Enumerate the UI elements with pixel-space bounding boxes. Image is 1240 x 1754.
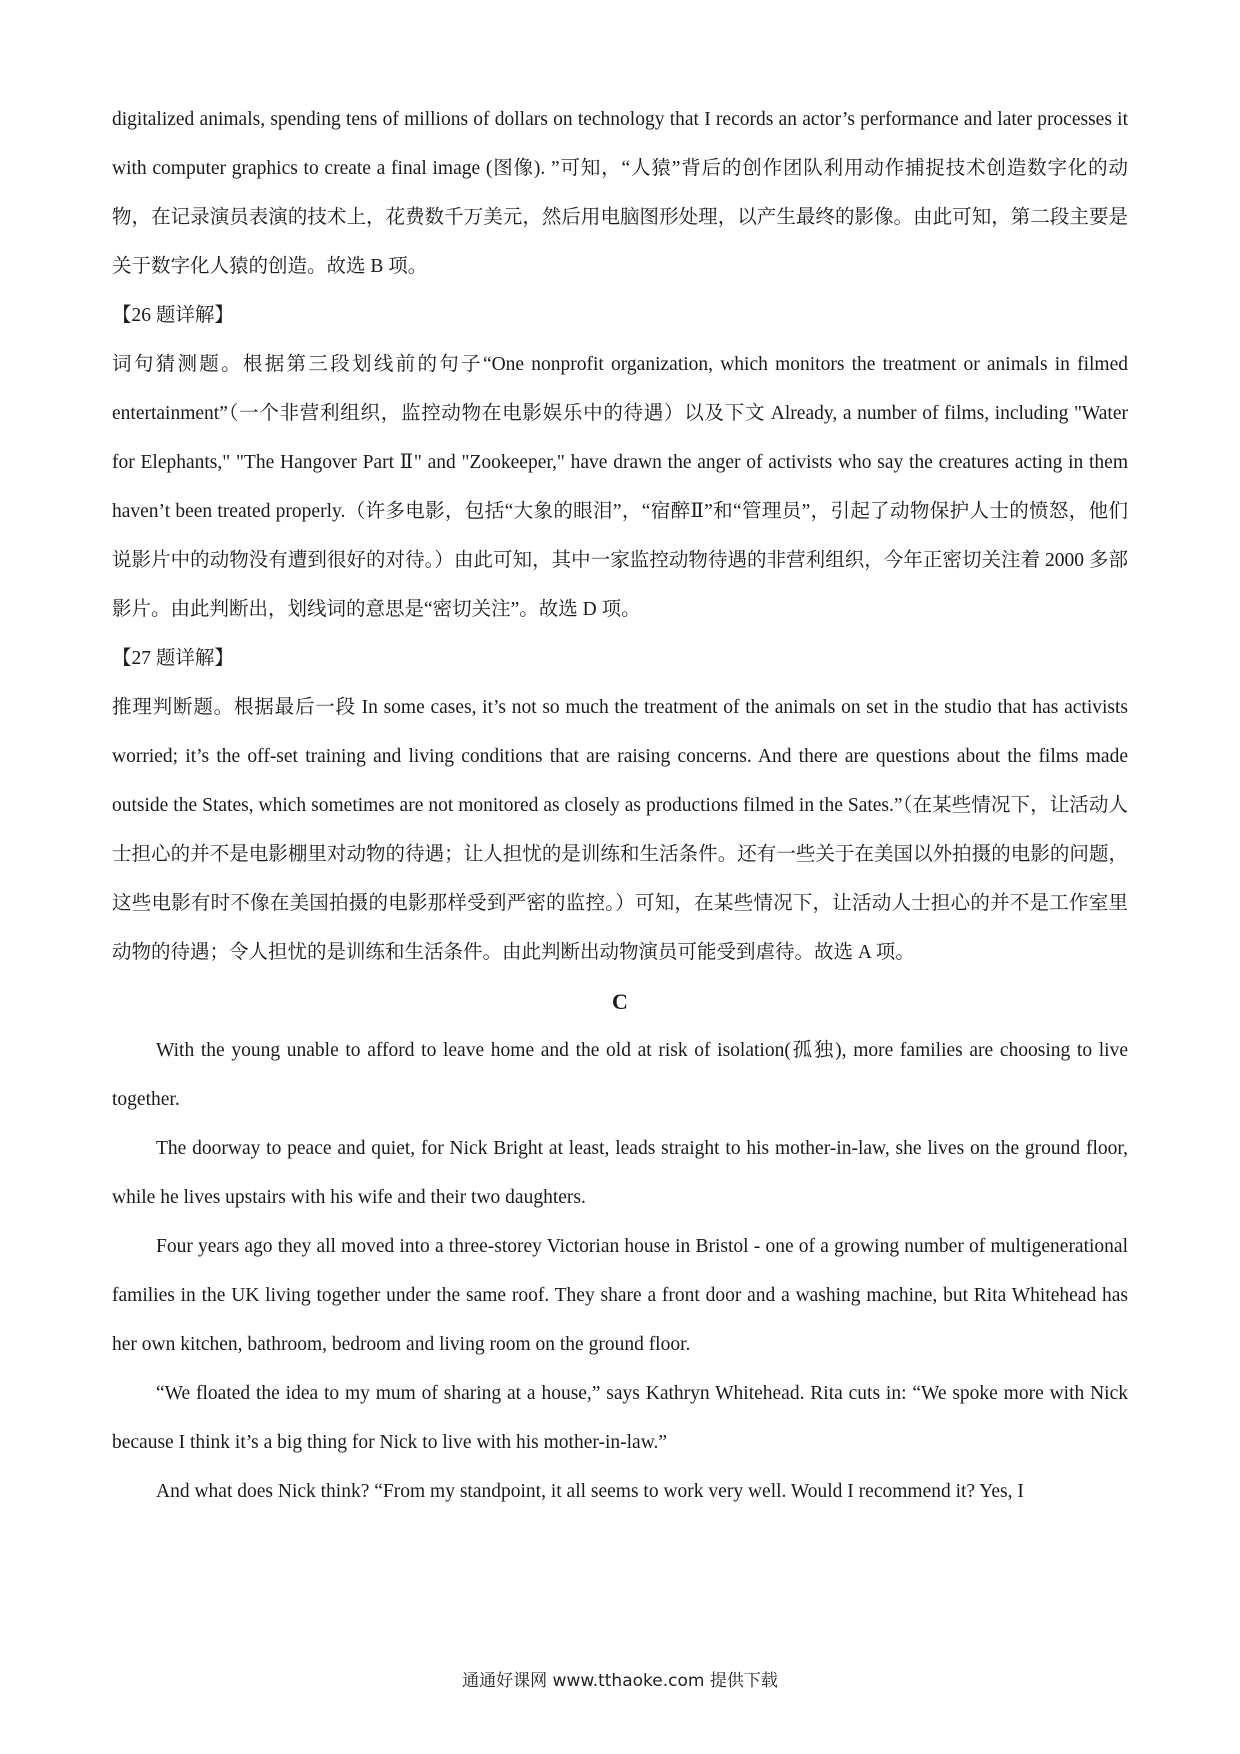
heading-q27: 【27 题详解】 xyxy=(112,648,234,669)
paragraph-q27-explanation: 推理判断题。根据最后一段 In some cases, it’s not so much the treatment of the animals on set in the studio that has activists worried; it’s the off-set training and living conditions that are raising concerns. And there are questions about the films made outside the States, which sometimes are not monitored as closely as productions filmed in the Sates.”（在某些情况下，让活动人士担心的并不是电影棚里对动物的待遇；让人担忧的是训练和生活条件。还有一些关于在美国以外拍摄的电影的问题，这些电影有时不像在美国拍摄的电影那样受到严密的监控。）可知，在某些情况下，让活动人士担心的并不是工作室里动物的待遇；令人担忧的是训练和生活条件。由此判断出动物演员可能受到虐待。故选 A 项。 xyxy=(112,697,1128,963)
document-body xyxy=(112,95,1128,1516)
paragraph-q26-explanation: 词句猜测题。根据第三段划线前的句子“One nonprofit organization, which monitors the treatment or animals in filmed entertainment”（一个非营利组织，监控动物在电影娱乐中的待遇）以及下文 Already, a number of films, including "Water for Elephants," "The Hangover Part Ⅱ" and "Zookeeper," have drawn the anger of activists who say the creatures acting in them haven’t been treated properly.（许多电影，包括“大象的眼泪”，“宿醉Ⅱ”和“管理员”，引起了动物保护人士的愤怒，他们说影片中的动物没有遭到很好的对待。）由此可知，其中一家监控动物待遇的非营利组织，今年正密切关注着 2000 多部影片。由此判断出，划线词的意思是“密切关注”。故选 D 项。 xyxy=(112,354,1128,620)
passage-c-paragraph-1: With the young unable to afford to leave home and the old at risk of isolation(孤独), more families are choosing to live together. xyxy=(112,1040,1128,1110)
passage-c-paragraph-5: And what does Nick think? “From my standpoint, it all seems to work very well. Would I recommend it? Yes, I xyxy=(156,1481,1024,1502)
passage-c-paragraph-2: The doorway to peace and quiet, for Nick Bright at least, leads straight to his mother-in-law, she lives on the ground floor, while he lives upstairs with his wife and their two daughters. xyxy=(112,1138,1128,1208)
paragraph-25-explanation-end: digitalized animals, spending tens of millions of dollars on technology that I records an actor’s performance and later processes it with computer graphics to create a final image (图像). ”可知，“人猿”背后的创作团队利用动作捕捉技术创造数字化的动物，在记录演员表演的技术上，花费数千万美元，然后用电脑图形处理，以产生最终的影像。由此可知，第二段主要是关于数字化人猿的创造。故选 B 项。 xyxy=(112,109,1128,277)
passage-c-paragraph-3: Four years ago they all moved into a three-storey Victorian house in Bristol - one of a growing number of multigenerational families in the UK living together under the same roof. They share a front door and a washing machine, but Rita Whitehead has her own kitchen, bathroom, bedroom and living room on the ground floor. xyxy=(112,1236,1128,1355)
passage-c-paragraph-4: “We floated the idea to my mum of sharing at a house,” says Kathryn Whitehead. Rita cuts in: “We spoke more with Nick because I think it’s a big thing for Nick to live with his mother-in-law.” xyxy=(112,1383,1128,1453)
section-heading-c: C xyxy=(612,989,628,1014)
page-footer: 通通好课网 www.tthaoke.com 提供下载 xyxy=(462,1671,778,1691)
heading-q26: 【26 题详解】 xyxy=(112,305,234,326)
